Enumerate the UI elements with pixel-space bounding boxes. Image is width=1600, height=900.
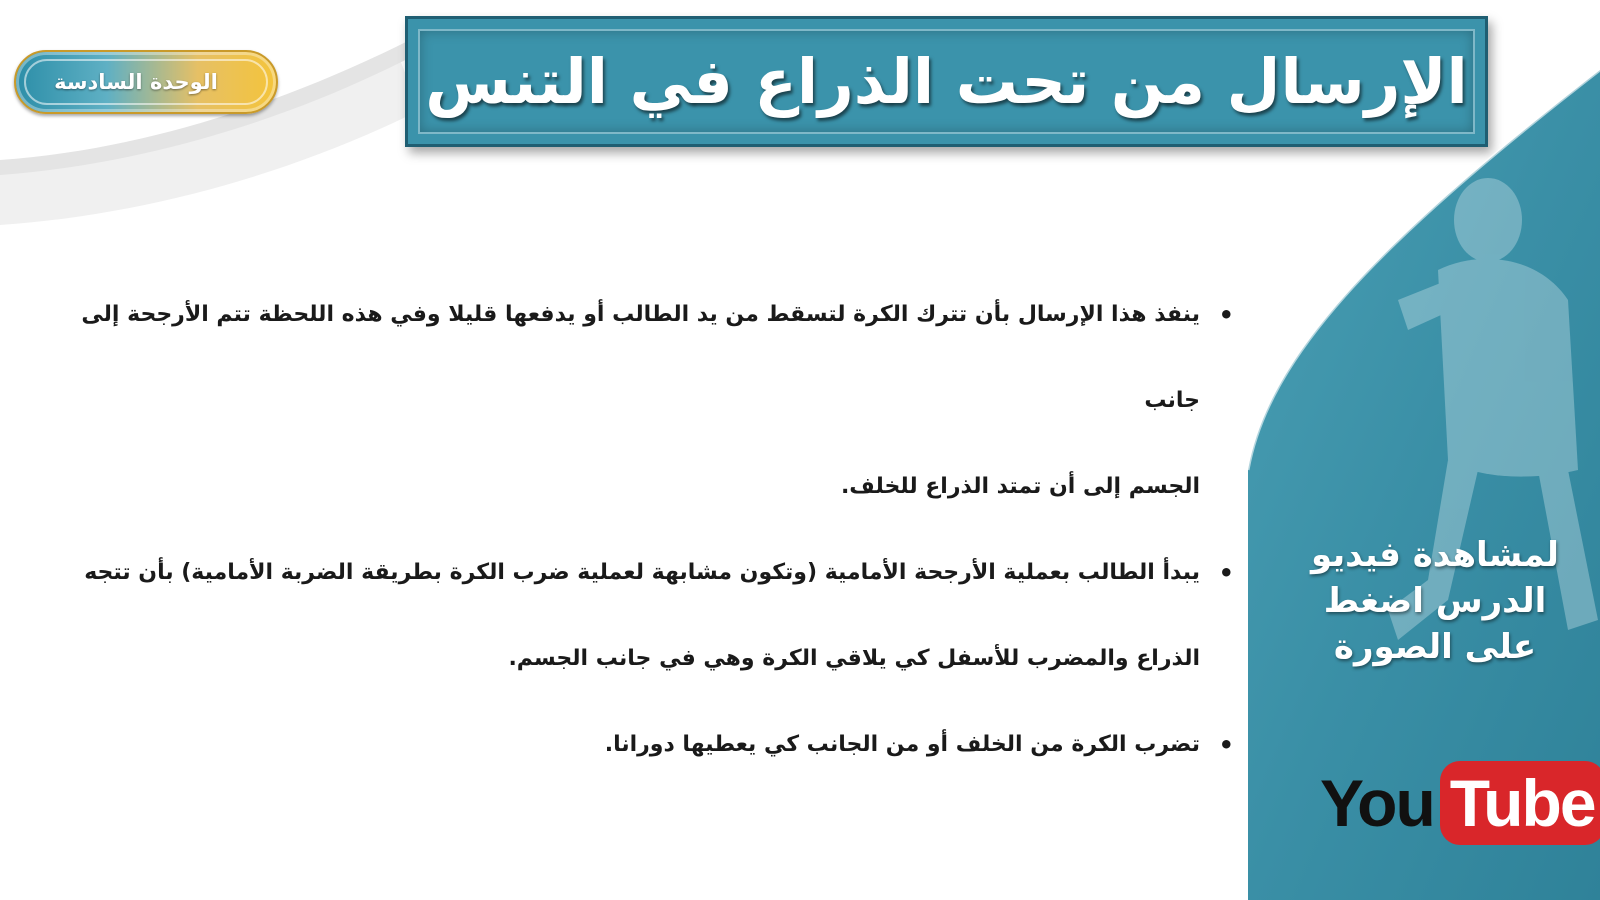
youtube-logo-button[interactable] — [1320, 760, 1600, 846]
bullet-item — [38, 272, 1238, 530]
video-prompt-line: الدرس اضغط — [1323, 581, 1547, 621]
unit-badge-label: الوحدة السادسة — [54, 70, 218, 94]
youtube-logo-tube-box — [1440, 761, 1600, 845]
watch-video-prompt[interactable] — [1300, 532, 1570, 670]
video-prompt-line: على الصورة — [1333, 627, 1537, 667]
youtube-logo-you: You — [1320, 766, 1434, 840]
bullet-text-line: الذراع والمضرب للأسفل كي يلاقي الكرة وهي في جانب الجسم. — [508, 646, 1200, 671]
video-prompt-line: لمشاهدة فيديو — [1311, 535, 1559, 575]
bullet-text-line: تضرب الكرة من الخلف أو من الجانب كي يعطيها دورانا. — [604, 732, 1200, 757]
bullet-list — [38, 272, 1238, 788]
bullet-item — [38, 530, 1238, 702]
bullet-text-line: ينفذ هذا الإرسال بأن تترك الكرة لتسقط من يد الطالب أو يدفعها قليلا وفي هذه اللحظة تتم الأرجحة إلى جانب — [81, 302, 1200, 413]
unit-badge — [14, 50, 278, 114]
bullet-icon: • — [1218, 301, 1234, 329]
bullet-text-line: يبدأ الطالب بعملية الأرجحة الأمامية (وتكون مشابهة لعملية ضرب الكرة بطريقة الضربة الأمامية) بأن تتجه — [84, 560, 1200, 585]
bullet-text-line: الجسم إلى أن تمتد الذراع للخلف. — [840, 474, 1200, 499]
lesson-content — [38, 272, 1238, 788]
page-title: الإرسال من تحت الذراع في التنس — [425, 45, 1468, 118]
bullet-item — [38, 702, 1238, 788]
bullet-icon: • — [1218, 731, 1234, 759]
bullet-icon: • — [1218, 559, 1234, 587]
youtube-logo-tube: Tube — [1449, 766, 1595, 840]
